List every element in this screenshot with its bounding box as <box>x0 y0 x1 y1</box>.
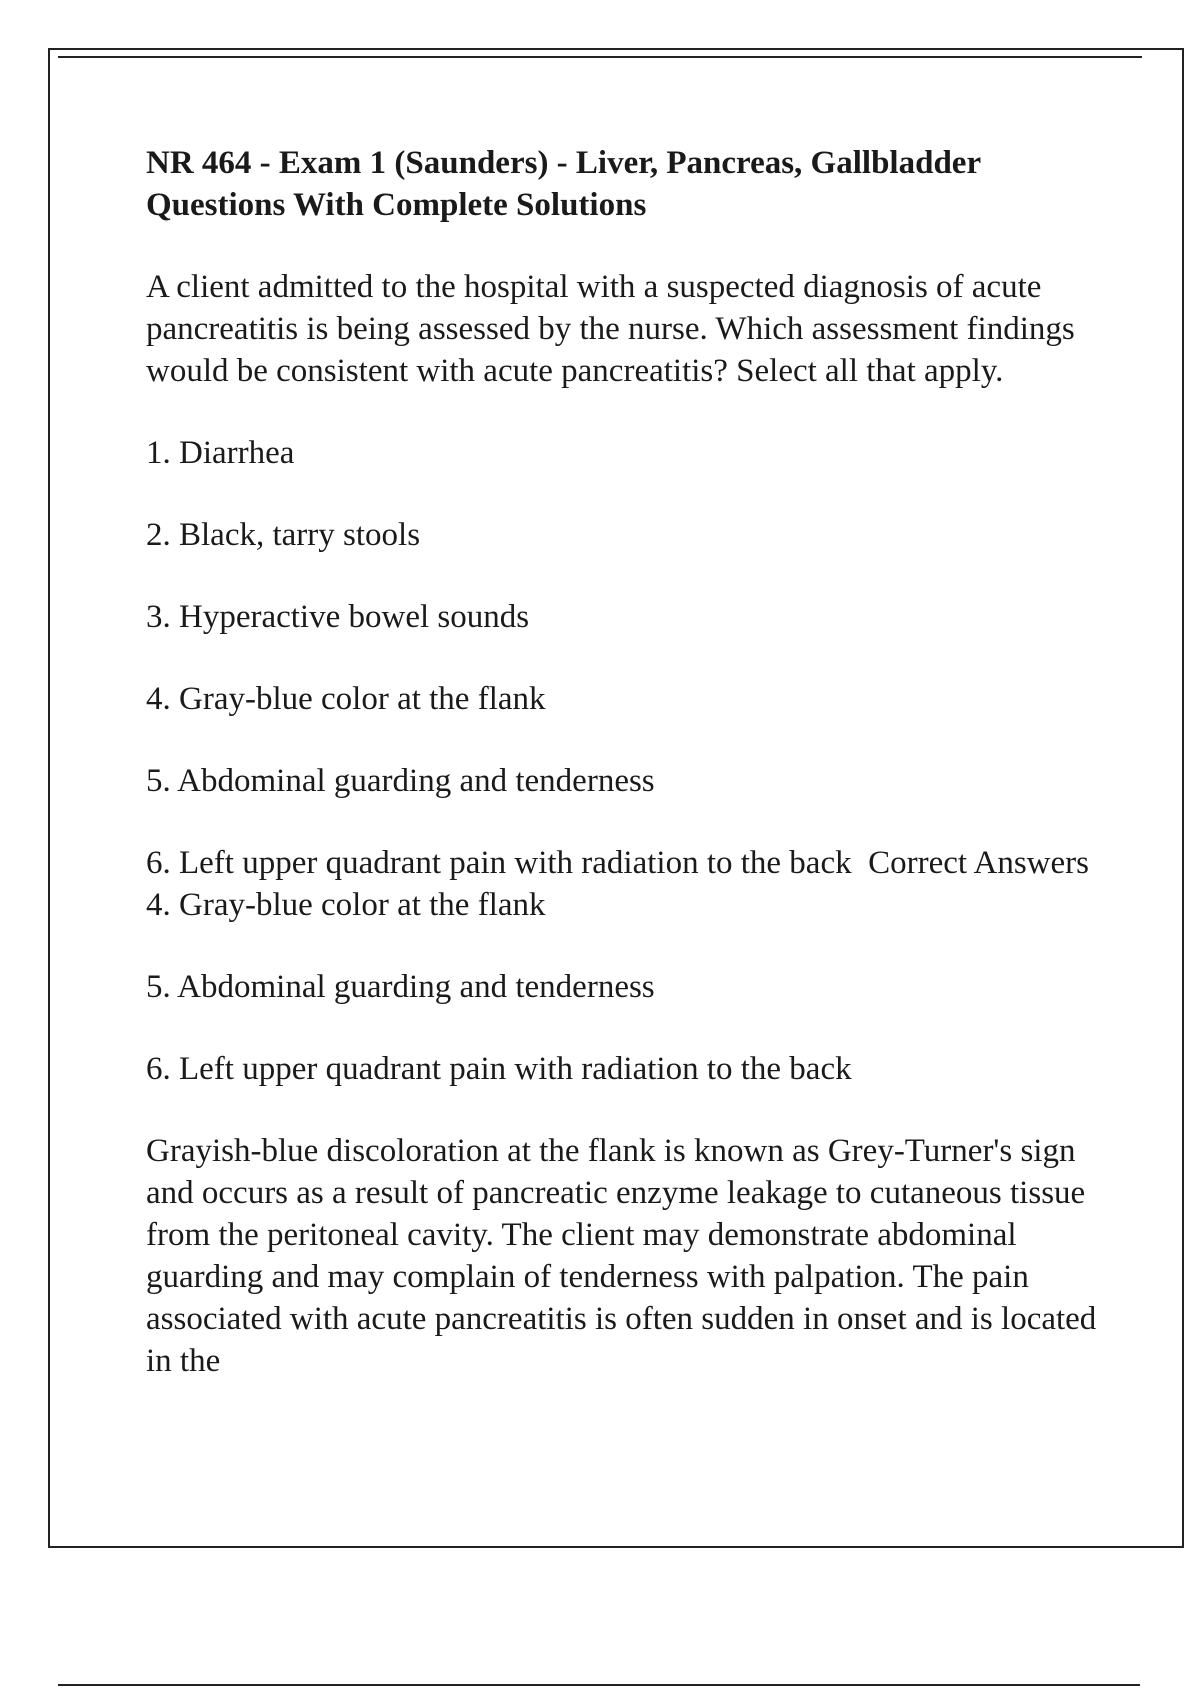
answer-5: 5. Abdominal guarding and tenderness <box>146 969 655 1005</box>
question-text: A client admitted to the hospital with a suspected diagnosis of acute pancreatitis is being assessed by the nurse. Which assessment findings would be consistent with acute pancreatitis? Select all that apply. <box>146 269 1075 389</box>
option-3: 3. Hyperactive bowel sounds <box>146 599 530 635</box>
bottom-rule-divider <box>58 1684 1140 1686</box>
document-title: NR 464 - Exam 1 (Saunders) - Liver, Pancreas, Gallbladder Questions With Complete Solutions <box>146 145 981 223</box>
option-5: 5. Abdominal guarding and tenderness <box>146 763 655 799</box>
option-1: 1. Diarrhea <box>146 435 295 471</box>
option-2: 2. Black, tarry stools <box>146 517 421 553</box>
top-rule-divider <box>58 56 1142 58</box>
option-6-with-correct-answers: 6. Left upper quadrant pain with radiation to the back Correct Answers 4. Gray-blue color at the flank <box>146 845 1114 923</box>
option-4: 4. Gray-blue color at the flank <box>146 681 546 717</box>
rationale-text: Grayish-blue discoloration at the flank is known as Grey-Turner's sign and occurs as a result of pancreatic enzyme leakage to cutaneous tissue from the peritoneal cavity. The client may demonstrate abdominal guarding and may complain of tenderness with palpation. The pain associated with acute pancreatitis is often sudden in onset and is located in the <box>146 1133 1097 1379</box>
answer-6: 6. Left upper quadrant pain with radiation to the back <box>146 1051 852 1087</box>
document-body <box>146 142 1114 1422</box>
